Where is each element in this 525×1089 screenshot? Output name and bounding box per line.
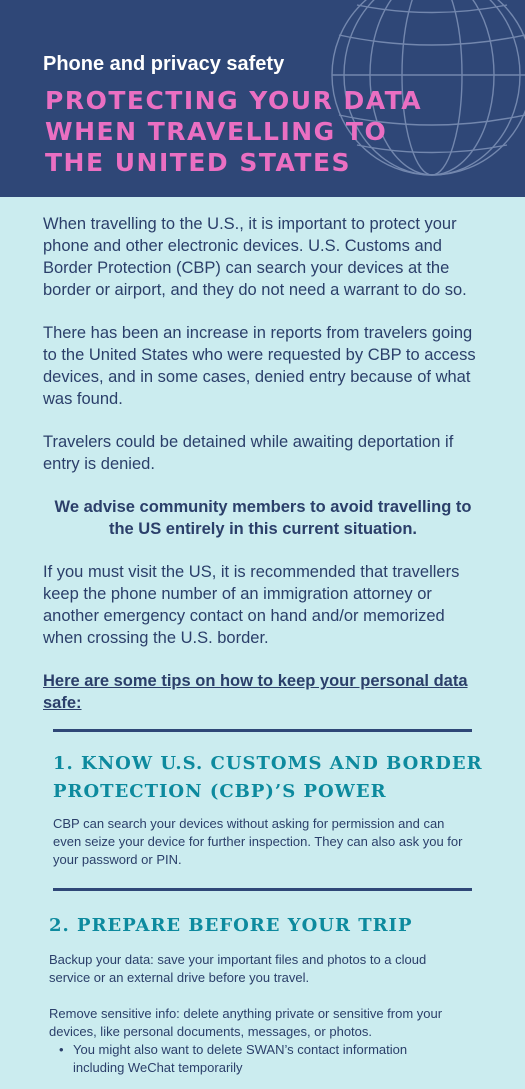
section-divider bbox=[53, 729, 472, 732]
tip-bullet-list bbox=[59, 1041, 459, 1077]
list-item: • You might also want to delete SWAN’s contact information including WeChat temporarily bbox=[59, 1041, 459, 1077]
remove-info-tip: Remove sensitive info: delete anything private or sensitive from your devices, like personal documents, messages, or photos. bbox=[49, 1006, 443, 1039]
intro-paragraph: When travelling to the U.S., it is important to protect your phone and other electronic devices. U.S. Customs and Border Protection (CBP) can search your devices at the border or airport, and they do not need a warrant to do so. bbox=[43, 215, 467, 299]
section-title-prepare bbox=[49, 912, 413, 940]
title-line: WHEN TRAVELLING TO bbox=[45, 117, 388, 146]
detention-paragraph: Travelers could be detained while awaiting deportation if entry is denied. bbox=[43, 433, 454, 473]
reports-paragraph: There has been an increase in reports from travelers going to the United States who were requested by CBP to access devices, and in some cases, denied entry because of what was found. bbox=[43, 324, 476, 408]
section-title-cbp-power bbox=[53, 750, 483, 806]
intro-content bbox=[43, 213, 483, 738]
section-body-prepare bbox=[49, 951, 459, 1077]
advice-paragraph: We advise community members to avoid travelling to the US entirely in this current situation. bbox=[54, 498, 472, 538]
title-line: PROTECTING YOUR DATA bbox=[45, 86, 423, 115]
header-banner bbox=[0, 0, 525, 197]
section-body-cbp-power: CBP can search your devices without asking for permission and can even seize your device for further inspection. They can also ask you for your password or PIN. bbox=[53, 816, 463, 867]
section-divider bbox=[53, 888, 472, 891]
backup-tip: Backup your data: save your important files and photos to a cloud service or an external drive before you travel. bbox=[49, 952, 427, 985]
section-title-line: 2. PREPARE BEFORE YOUR TRIP bbox=[49, 915, 413, 936]
header-subtitle: Phone and privacy safety bbox=[43, 53, 285, 75]
title-line: THE UNITED STATES bbox=[45, 148, 352, 177]
tips-heading: Here are some tips on how to keep your personal data safe: bbox=[43, 672, 468, 712]
section-title-line: PROTECTION (CBP)’S POWER bbox=[53, 781, 387, 802]
emergency-contact-paragraph: If you must visit the US, it is recommended that travellers keep the phone number of an immigration attorney or another emergency contact on hand and/or memorized when crossing the U.S. border. bbox=[43, 563, 460, 647]
section-title-line: 1. KNOW U.S. CUSTOMS AND BORDER bbox=[53, 753, 483, 774]
page-title bbox=[45, 85, 422, 178]
